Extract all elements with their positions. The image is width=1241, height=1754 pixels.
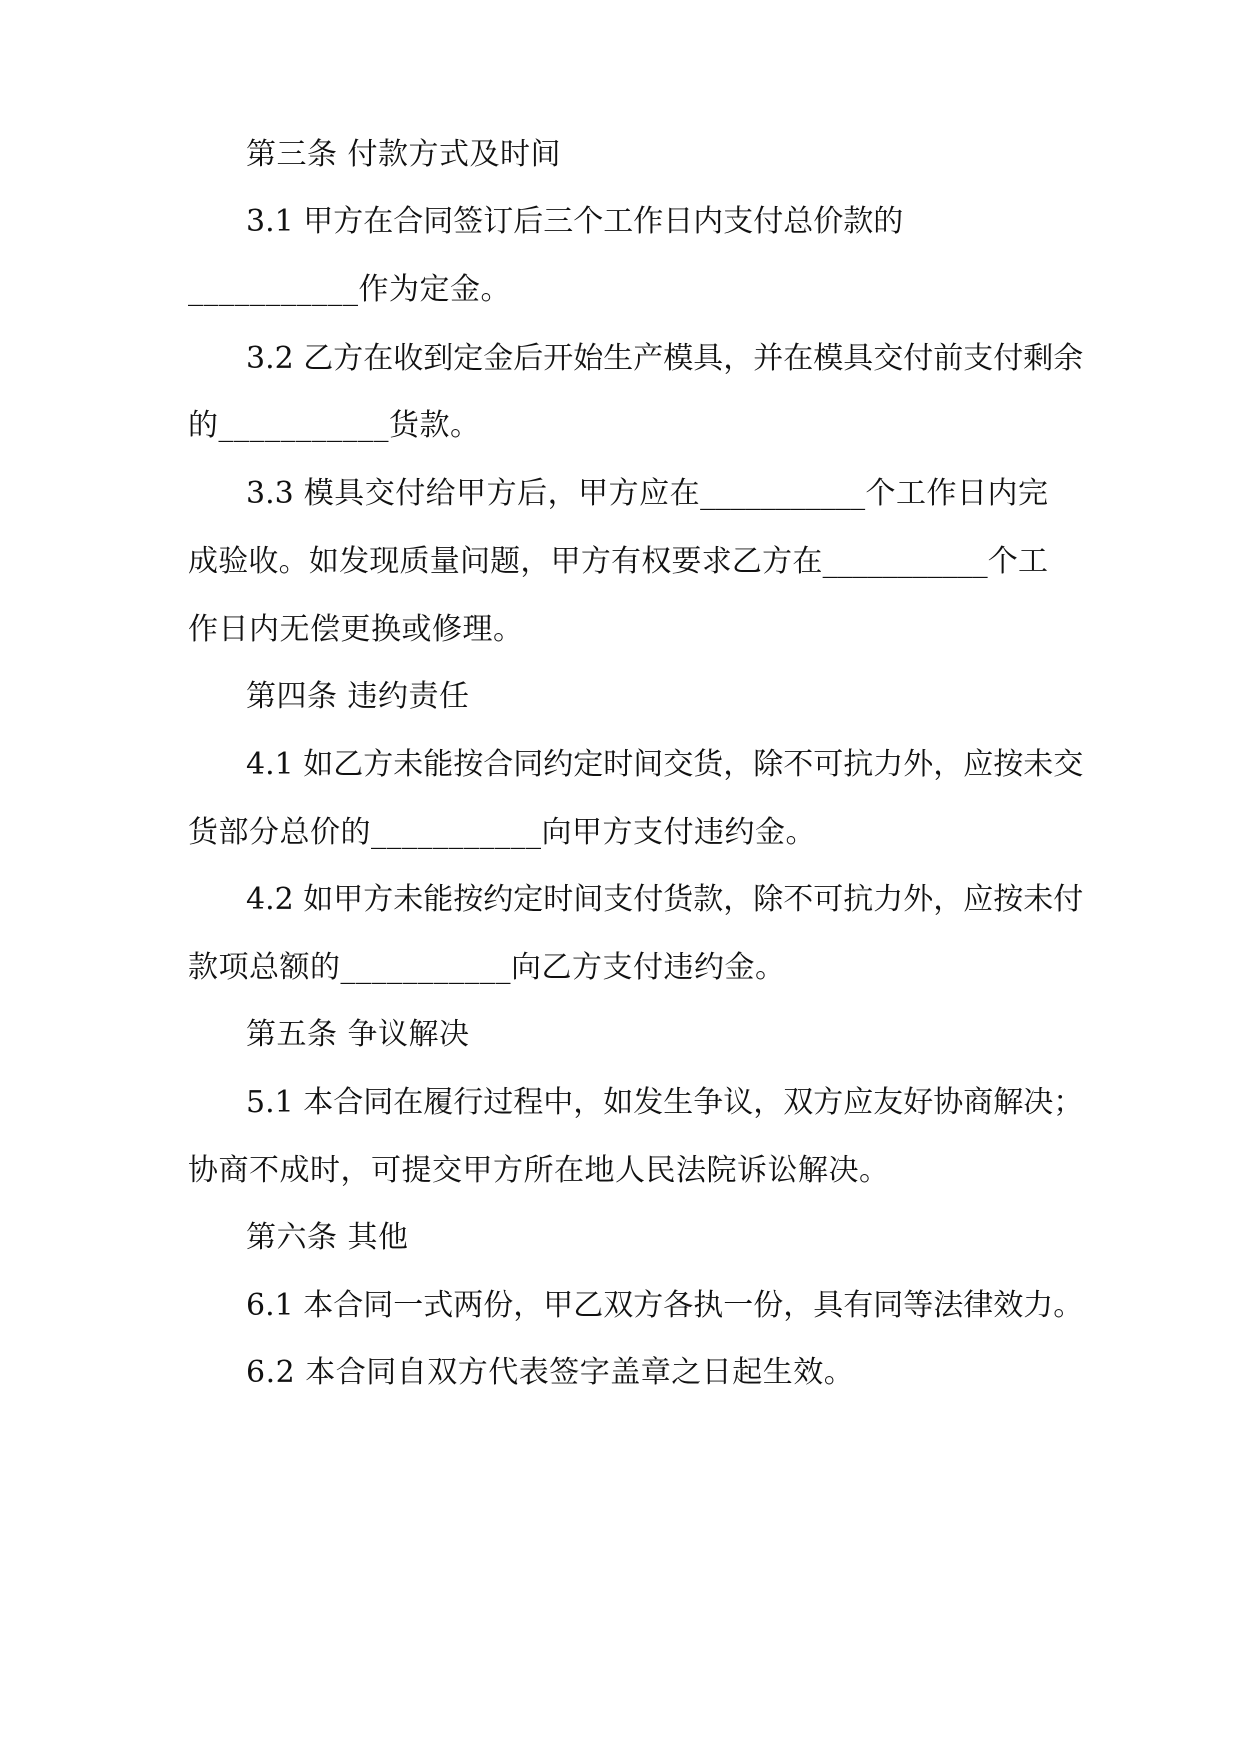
section-heading-4: 第四条 违约责任	[246, 679, 470, 714]
clause-6-1: 6.1 本合同一式两份，甲乙双方各执一份，具有同等法律效力。	[246, 1288, 1084, 1323]
clause-5-1-line-1: 5.1 本合同在履行过程中，如发生争议，双方应友好协商解决；	[246, 1085, 1084, 1120]
section-heading-6: 第六条 其他	[246, 1220, 409, 1255]
clause-4-1-line-1: 4.1 如乙方未能按合同约定时间交货，除不可抗力外，应按未交	[246, 747, 1084, 782]
clause-3-3-line-3: 作日内无偿更换或修理。	[188, 612, 524, 647]
clause-3-3-line-1: 3.3 模具交付给甲方后，甲方应在___________个工作日内完	[246, 476, 1048, 511]
section-heading-3: 第三条 付款方式及时间	[246, 137, 562, 172]
clause-3-3-line-2: 成验收。如发现质量问题，甲方有权要求乙方在___________个工	[188, 544, 1048, 579]
clause-4-2-line-1: 4.2 如甲方未能按约定时间支付货款，除不可抗力外，应按未付	[246, 882, 1084, 917]
clause-4-1-line-2: 货部分总价的___________向甲方支付违约金。	[188, 815, 816, 850]
clause-3-2-line-2: 的___________货款。	[188, 408, 481, 443]
clause-3-1-line-1: 3.1 甲方在合同签订后三个工作日内支付总价款的	[246, 204, 904, 239]
clause-4-2-line-2: 款项总额的___________向乙方支付违约金。	[188, 950, 786, 985]
clause-3-2-line-1: 3.2 乙方在收到定金后开始生产模具，并在模具交付前支付剩余	[246, 341, 1084, 376]
section-heading-5: 第五条 争议解决	[246, 1017, 470, 1052]
clause-6-2: 6.2 本合同自双方代表签字盖章之日起生效。	[246, 1355, 855, 1390]
clause-3-1-line-2: ___________作为定金。	[188, 272, 511, 307]
clause-5-1-line-2: 协商不成时，可提交甲方所在地人民法院诉讼解决。	[188, 1153, 890, 1188]
